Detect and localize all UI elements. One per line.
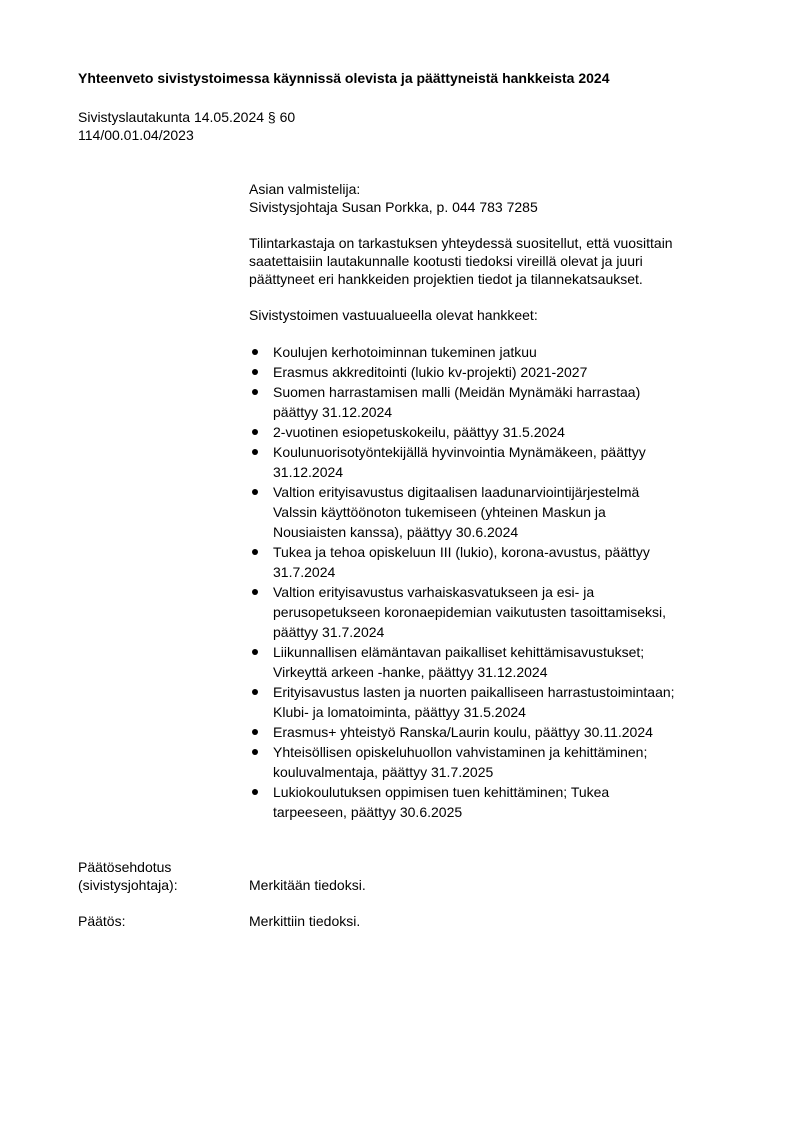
project-item <box>249 362 729 382</box>
project-line: Valtion erityisavustus varhaiskasvatukseen ja esi- ja <box>273 584 595 600</box>
project-line: Nousiaisten kanssa), päättyy 30.6.2024 <box>273 524 519 540</box>
bullet-icon <box>252 549 258 555</box>
project-line: Valssin käyttöönoton tukemiseen (yhteinen Maskun ja <box>273 504 606 520</box>
project-item <box>249 682 729 722</box>
project-item <box>249 642 729 682</box>
project-line: Tukea ja tehoa opiskeluun III (lukio), korona-avustus, päättyy <box>273 544 650 560</box>
list-heading: Sivistystoimen vastuualueella olevat hankkeet: <box>249 307 538 323</box>
meeting-info <box>78 108 295 144</box>
project-line: päättyy 31.12.2024 <box>273 404 393 420</box>
intro-line: saatettaisiin lautakunnalle kootusti tiedoksi vireillä olevat ja juuri <box>249 253 643 269</box>
project-item <box>249 442 729 482</box>
bullet-icon <box>252 589 258 595</box>
intro-line: päättyneet eri hankkeiden projektien tiedot ja tilannekatsaukset. <box>249 271 643 287</box>
project-line: 31.12.2024 <box>273 464 344 480</box>
project-line: Klubi- ja lomatoiminta, päättyy 31.5.2024 <box>273 704 526 720</box>
project-line: 31.7.2024 <box>273 564 336 580</box>
main-content <box>249 180 729 822</box>
project-line: Suomen harrastamisen malli (Meidän Mynämäki harrastaa) <box>273 384 641 400</box>
meeting-reference: Sivistyslautakunta 14.05.2024 § 60 <box>78 109 296 125</box>
project-line: Erasmus+ yhteistyö Ranska/Laurin koulu, päättyy 30.11.2024 <box>273 724 653 740</box>
document-title: Yhteenveto sivistystoimessa käynnissä olevista ja päättyneistä hankkeista 2024 <box>78 70 610 86</box>
project-line: Erityisavustus lasten ja nuorten paikalliseen harrastustoimintaan; <box>273 684 675 700</box>
preparer-label: Asian valmistelija: <box>249 181 361 197</box>
bullet-icon <box>252 649 258 655</box>
bullet-icon <box>252 729 258 735</box>
project-line: perusopetukseen koronaepidemian vaikutusten tasoittamiseksi, <box>273 604 667 620</box>
project-item <box>249 342 729 362</box>
decision-label: Päätös: <box>78 913 126 929</box>
project-line: Lukiokoulutuksen oppimisen tuen kehittäminen; Tukea <box>273 784 610 800</box>
project-item <box>249 722 729 742</box>
project-item <box>249 782 729 822</box>
project-item <box>249 422 729 442</box>
record-id: 114/00.01.04/2023 <box>78 127 194 143</box>
project-line: Koulunuorisotyöntekijällä hyvinvointia Mynämäkeen, päättyy <box>273 444 646 460</box>
bullet-icon <box>252 749 258 755</box>
bullet-icon <box>252 449 258 455</box>
project-line: 2-vuotinen esiopetuskokeilu, päättyy 31.5.2024 <box>273 424 565 440</box>
bullet-icon <box>252 689 258 695</box>
intro-line: Tilintarkastaja on tarkastuksen yhteydessä suositellut, että vuosittain <box>249 235 673 251</box>
bullet-icon <box>252 429 258 435</box>
project-line: päättyy 31.7.2024 <box>273 624 385 640</box>
bullet-icon <box>252 489 258 495</box>
bullet-icon <box>252 389 258 395</box>
project-list <box>249 342 729 822</box>
project-item <box>249 482 729 542</box>
project-line: Virkeyttä arkeen -hanke, päättyy 31.12.2024 <box>273 664 548 680</box>
proposal-label: Päätösehdotus <box>78 859 172 875</box>
decision-value: Merkittiin tiedoksi. <box>249 913 361 929</box>
project-line: Liikunnallisen elämäntavan paikalliset kehittämisavustukset; <box>273 644 645 660</box>
project-line: kouluvalmentaja, päättyy 31.7.2025 <box>273 764 494 780</box>
project-line: Valtion erityisavustus digitaalisen laadunarviointijärjestelmä <box>273 484 640 500</box>
project-item <box>249 742 729 782</box>
project-line: Yhteisöllisen opiskeluhuollon vahvistaminen ja kehittäminen; <box>273 744 648 760</box>
project-item <box>249 582 729 642</box>
bullet-icon <box>252 789 258 795</box>
bullet-icon <box>252 349 258 355</box>
project-line: Koulujen kerhotoiminnan tukeminen jatkuu <box>273 344 537 360</box>
preparer-name: Sivistysjohtaja Susan Porkka, p. 044 783 7285 <box>249 199 538 215</box>
project-item <box>249 542 729 582</box>
project-line: Erasmus akkreditointi (lukio kv-projekti) 2021-2027 <box>273 364 588 380</box>
bullet-icon <box>252 369 258 375</box>
project-line: tarpeeseen, päättyy 30.6.2025 <box>273 804 463 820</box>
project-item <box>249 382 729 422</box>
proposal-label-sub: (sivistysjohtaja): <box>78 877 178 893</box>
proposal-value: Merkitään tiedoksi. <box>249 877 366 893</box>
